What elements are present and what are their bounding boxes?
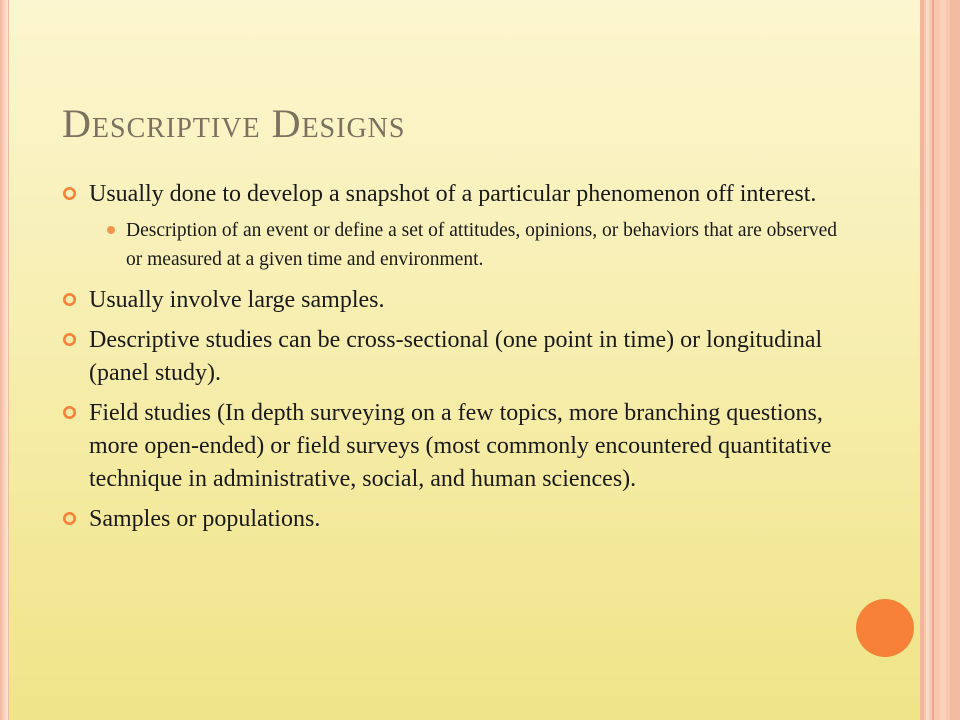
band-stripe <box>920 0 924 720</box>
band-stripe <box>950 0 960 720</box>
bullet-text: Descriptive studies can be cross-sectional (one point in time) or longitudinal (panel study). <box>89 327 823 386</box>
bullet-item <box>62 178 852 211</box>
orange-ring-bullet-icon <box>62 292 77 307</box>
sub-bullet-text: Description of an event or define a set of attitudes, opinions, or behaviors that are observed or measured at a given time and environment. <box>126 220 837 270</box>
band-stripe <box>926 0 929 720</box>
sub-bullet-item <box>62 216 852 274</box>
bullet-item <box>62 284 852 317</box>
bullet-list <box>62 178 852 543</box>
band-stripe <box>940 0 946 720</box>
orange-ring-bullet-icon <box>62 186 77 201</box>
left-border <box>0 0 9 720</box>
bullet-text: Field studies (In depth surveying on a few topics, more branching questions, more open-ended) or field surveys (most commonly encountered quantitative technique in administrative, social, and human sciences). <box>89 400 832 492</box>
orange-ring-bullet-icon <box>62 511 77 526</box>
orange-circle-decoration <box>856 599 914 657</box>
orange-ring-bullet-icon <box>62 405 77 420</box>
bullet-text: Usually done to develop a snapshot of a particular phenomenon off interest. <box>89 181 817 207</box>
slide-title: Descriptive Designs <box>62 101 406 146</box>
orange-ring-bullet-icon <box>62 332 77 347</box>
band-stripe <box>932 0 934 720</box>
bullet-item <box>62 503 852 536</box>
orange-dot-bullet-icon <box>107 226 115 234</box>
bullet-text: Samples or populations. <box>89 506 321 532</box>
bullet-text: Usually involve large samples. <box>89 287 385 313</box>
bullet-item <box>62 397 852 496</box>
bullet-item <box>62 324 852 390</box>
right-decorative-band <box>920 0 960 720</box>
